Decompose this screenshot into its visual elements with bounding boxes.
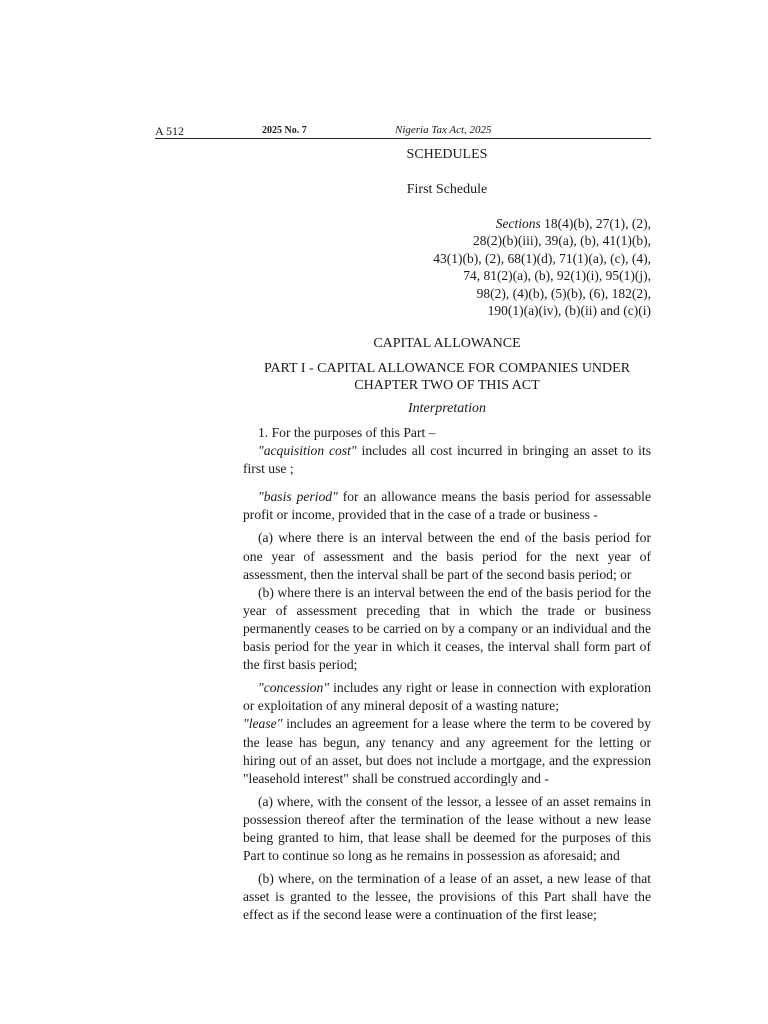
sections-reference	[243, 215, 651, 319]
lease-clause-b: (b) where, on the termination of a lease of an asset, a new lease of that asset is granted to the lessee, the provisions of this Part shall have the effect as if the second lease were a continuation of the first lease;	[243, 871, 651, 923]
sections-line-1: Sections 18(4)(b), 27(1), (2),	[495, 216, 651, 231]
sections-line-6: 190(1)(a)(iv), (b)(ii) and (c)(i)	[487, 303, 651, 319]
schedules-heading: SCHEDULES	[406, 147, 488, 162]
lease-clause-a: (a) where, with the consent of the lessor, a lessee of an asset remains in possession thereof after the termination of the lease without a new lease being granted to him, that lease shall be deemed for the purposes of this Part to continue so long as he remains in possession as aforesaid; and	[243, 793, 651, 864]
term-lease: "lease"	[243, 716, 283, 732]
running-title: Nigeria Tax Act, 2025	[395, 124, 492, 136]
sections-line-2: 28(2)(b)(iii), 39(a), (b), 41(1)(b),	[472, 233, 651, 249]
paragraph-1: 1. For the purposes of this Part –	[258, 425, 436, 440]
definition-acquisition-cost: "acquisition cost" includes all cost incurred in bringing an asset to its first use ;	[243, 443, 651, 477]
first-schedule-heading: First Schedule	[406, 182, 488, 197]
part-heading	[243, 360, 651, 394]
issue-number: 2025 No. 7	[262, 125, 307, 136]
sections-line-3: 43(1)(b), (2), 68(1)(d), 71(1)(a), (c), (4),	[433, 250, 651, 266]
sections-line-5: 98(2), (4)(b), (5)(b), (6), 182(2),	[476, 285, 651, 301]
part-heading-line-2: CHAPTER TWO OF THIS ACT	[354, 378, 540, 393]
definition-lease: "lease" includes an agreement for a lease where the term to be covered by the lease has begun, any tenancy and any agreement for the letting or hiring out of an asset, but does not include a mortgage, and the expression "leasehold interest" shall be construed accordingly and -	[243, 716, 651, 786]
sections-line-4: 74, 81(2)(a), (b), 92(1)(i), 95(1)(j),	[463, 268, 651, 284]
definitions-body	[243, 424, 651, 924]
term-basis-period: "basis period"	[258, 489, 338, 505]
term-acquisition-cost: "acquisition cost"	[258, 443, 357, 459]
basis-period-clause-a: (a) where there is an interval between the end of the basis period for one year of assessment and the basis period for the next year of assessment, then the interval shall be part of the second basis period; or	[243, 530, 651, 582]
basis-period-clause-b: (b) where there is an interval between the end of the basis period for the year of assessment preceding that in which the trade or business permanently ceases to be carried on by a company or an individual and the basis period for the year in which it ceases, the interval shall form part of the first basis period;	[243, 584, 651, 673]
sections-label: Sections	[495, 216, 541, 231]
interpretation-heading: Interpretation	[407, 401, 487, 416]
page-reference: A 512	[155, 124, 185, 138]
header-rule	[155, 138, 651, 139]
definition-basis-period: "basis period" for an allowance means the basis period for assessable profit or income, provided that in the case of a trade or business -	[243, 489, 651, 523]
definition-concession: "concession" includes any right or lease in connection with exploration or exploitation of any mineral deposit of a wasting nature;	[243, 680, 651, 714]
capital-allowance-heading: CAPITAL ALLOWANCE	[373, 336, 521, 351]
part-heading-line-1: PART I - CAPITAL ALLOWANCE FOR COMPANIES UNDER	[263, 361, 631, 376]
term-concession: "concession"	[258, 680, 330, 696]
